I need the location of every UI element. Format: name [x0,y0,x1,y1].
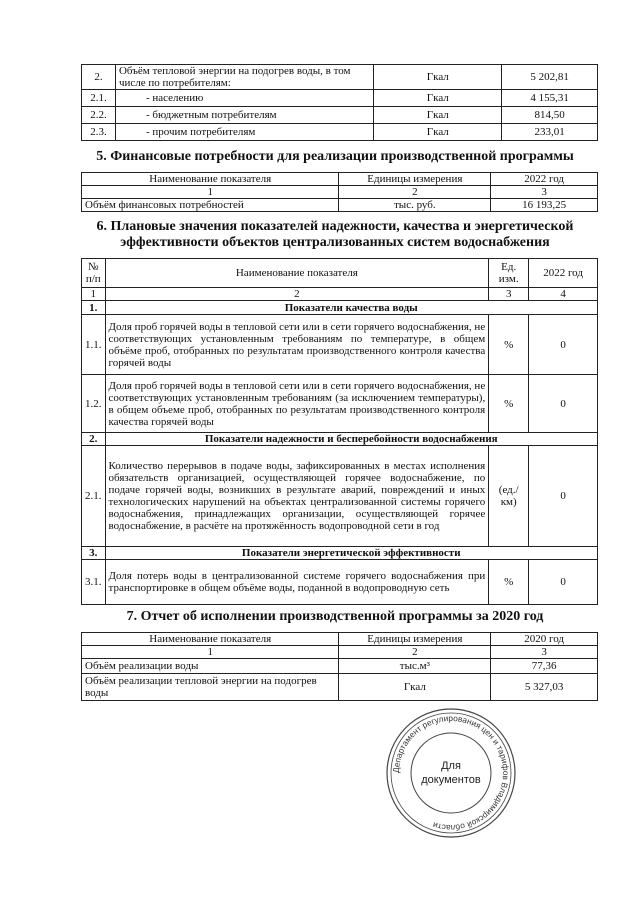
value: 814,50 [502,107,598,124]
row-number: 2.3. [82,124,116,141]
column-header: Наименование показателя [82,633,339,646]
unit: Гкал [374,90,502,107]
indicator-text: Доля потерь воды в централизованной системе горячего водоснабжения при транспортировке в общем объёме воды, поданной в водопроводную сеть [105,560,489,605]
value: 0 [529,560,598,605]
water-heating-table [81,64,598,141]
indicator-name: - прочим потребителям [115,124,374,141]
group-title: Показатели качества воды [105,301,598,315]
unit: Гкал [339,674,491,701]
column-number: 1 [82,288,106,301]
row-number: 2. [82,65,116,90]
column-number: 3 [491,186,598,199]
financial-needs-table [81,172,598,212]
indicator-name: Объём тепловой энергии на подогрев воды, в том числе по потребителям: [115,65,374,90]
row-number: 1.2. [82,375,106,433]
group-title: Показатели надежности и бесперебойности водоснабжения [105,433,598,446]
value: 5 202,81 [502,65,598,90]
section-5-heading: 5. Финансовые потребности для реализации производственной программы [96,149,574,164]
report-2020-table [81,632,598,701]
column-header: 2020 год [491,633,598,646]
group-number: 3. [82,547,106,560]
value: 77,36 [491,659,598,674]
value: 233,01 [502,124,598,141]
unit: % [489,375,529,433]
value: 0 [529,375,598,433]
section-6-heading-line2: эффективности объектов централизованных систем водоснабжения [120,235,550,250]
column-number: 2 [339,186,491,199]
indicator-name: Объём реализации воды [82,659,339,674]
stamp-ring-path: Департамент регулирования цен и тарифов Владимирской области [390,712,512,834]
row-number: 2.1. [82,446,106,547]
column-number: 2 [105,288,489,301]
column-header: Единицы измерения [339,173,491,186]
unit: % [489,315,529,375]
group-number: 1. [82,301,106,315]
indicator-text: Количество перерывов в подаче воды, зафиксированных в местах исполнения обязательств организацией, осуществляющей горячее водоснабжение, по подаче горячей воды, возникших в результате аварий, повреждений и иных технологических нарушений на объектах централизованной системы горячего водоснабжения, принадлежащих организации, осуществляющей горячее водоснабжение, в расчёте на протяжённость водопроводной сети в год [105,446,489,547]
row-number: 1.1. [82,315,106,375]
reliability-indicators-table [81,258,598,605]
column-header-year: 2022 год [529,259,598,288]
column-header-unit: Ед. изм. [489,259,529,288]
stamp-center-line2: документов [421,774,481,786]
indicator-text: Доля проб горячей воды в тепловой сети или в сети горячего водоснабжения, не соответствующих установленным требованиям по температуре, в общем объёме проб, отобранных по результатам производственного контроля качества горячей воды [105,315,489,375]
indicator-text: Доля проб горячей воды в тепловой сети или в сети горячего водоснабжения, не соответствующих установленным требованиям (за исключением температуры), в общем объеме проб, отобранных по результатам производственного контроля качества горячей воды [105,375,489,433]
column-number: 2 [339,646,491,659]
value: 0 [529,446,598,547]
value: 16 193,25 [491,199,598,212]
unit: Гкал [374,107,502,124]
section-7-heading: 7. Отчет об исполнении производственной программы за 2020 год [126,609,544,624]
section-6-heading [40,219,630,251]
group-number: 2. [82,433,106,446]
unit: Гкал [374,124,502,141]
section-6-heading-line1: 6. Плановые значения показателей надежности, качества и энергетической [96,219,574,234]
indicator-name: - бюджетным потребителям [115,107,374,124]
column-header: 2022 год [491,173,598,186]
official-stamp [384,706,518,840]
unit: % [489,560,529,605]
column-number: 1 [82,646,339,659]
column-header: Наименование показателя [82,173,339,186]
value: 5 327,03 [491,674,598,701]
column-header-name: Наименование показателя [105,259,489,288]
column-number: 4 [529,288,598,301]
indicator-name: Объём реализации тепловой энергии на подогрев воды [82,674,339,701]
value: 0 [529,315,598,375]
group-title: Показатели энергетической эффективности [105,547,598,560]
row-number: 2.2. [82,107,116,124]
column-number: 1 [82,186,339,199]
row-number: 3.1. [82,560,106,605]
unit: тыс.м³ [339,659,491,674]
stamp-center-line1: Для [441,760,461,772]
unit: тыс. руб. [339,199,491,212]
unit: (ед./км) [489,446,529,547]
unit: Гкал [374,65,502,90]
row-number: 2.1. [82,90,116,107]
indicator-name: - населению [115,90,374,107]
column-number: 3 [491,646,598,659]
indicator-name: Объём финансовых потребностей [82,199,339,212]
column-header-num: № п/п [82,259,106,288]
value: 4 155,31 [502,90,598,107]
column-number: 3 [489,288,529,301]
column-header: Единицы измерения [339,633,491,646]
